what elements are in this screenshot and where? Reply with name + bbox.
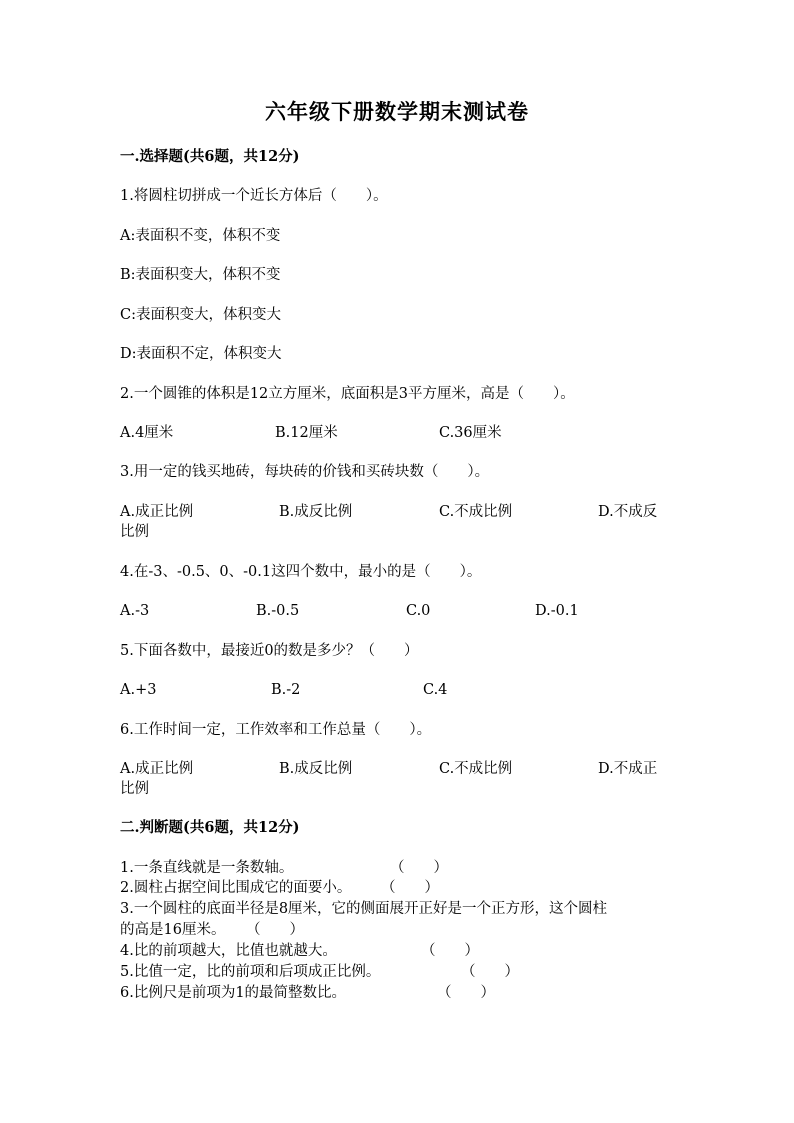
question-2-stem: 2.一个圆锥的体积是12立方厘米，底面积是3平方厘米，高是（ ）。	[120, 386, 575, 402]
judgement-item-1	[120, 858, 293, 878]
judgement-item-3-line1	[120, 899, 607, 919]
judgement-item-2-text: 2.圆柱占据空间比围成它的面要小。	[120, 880, 352, 896]
question-6-option-d-continuation: 比例	[120, 781, 149, 797]
judgement-item-5-paren: （ ）	[461, 964, 519, 980]
question-1-option-a: A:表面积不变，体积不变	[120, 228, 281, 244]
judgement-item-6-text: 6.比例尺是前项为1的最简整数比。	[120, 985, 347, 1001]
judgement-item-2-paren: （ ）	[381, 880, 439, 896]
question-4-option-b: B.-0.5	[256, 603, 300, 619]
question-3-option-c: C.不成比例	[439, 504, 513, 520]
question-5-option-a: A.+3	[120, 682, 157, 698]
question-1-option-b: B:表面积变大，体积不变	[120, 267, 281, 283]
judgement-item-6-paren: （ ）	[437, 985, 495, 1001]
question-5-option-b: B.-2	[271, 682, 301, 698]
question-3-option-d-continuation: 比例	[120, 524, 149, 540]
question-2-option-a: A.4厘米	[120, 425, 174, 441]
question-3-option-a: A.成正比例	[120, 504, 194, 520]
judgement-item-1-text: 1.一条直线就是一条数轴。	[120, 860, 294, 876]
judgement-item-4	[120, 941, 337, 961]
question-6-option-d: D.不成正	[598, 761, 658, 777]
question-6-stem: 6.工作时间一定，工作效率和工作总量（ ）。	[120, 722, 432, 738]
question-4-option-c: C.0	[406, 603, 431, 619]
section-heading-choice: 一.选择题(共6题，共12分)	[120, 148, 300, 165]
question-3-option-d: D.不成反	[598, 504, 658, 520]
judgement-item-3-paren: （ ）	[246, 922, 304, 938]
question-2-option-b: B.12厘米	[275, 425, 338, 441]
section-heading-judgement: 二.判断题(共6题，共12分)	[120, 819, 300, 836]
question-4-option-a: A.-3	[120, 603, 150, 619]
judgement-item-4-paren: （ ）	[421, 943, 479, 959]
question-6-option-a: A.成正比例	[120, 761, 194, 777]
judgement-item-1-paren: （ ）	[390, 860, 448, 876]
question-2-option-c: C.36厘米	[439, 425, 502, 441]
page-title: 六年级下册数学期末测试卷	[265, 99, 529, 124]
question-5-option-c: C.4	[423, 682, 448, 698]
question-6-option-b: B.成反比例	[279, 761, 353, 777]
judgement-item-3-text-cont: 的高是16厘米。	[120, 922, 226, 938]
question-4-stem: 4.在-3、-0.5、0、-0.1这四个数中，最小的是（ ）。	[120, 564, 482, 580]
question-5-stem: 5.下面各数中，最接近0的数是多少？（ ）	[120, 643, 419, 659]
question-3-option-b: B.成反比例	[279, 504, 353, 520]
judgement-item-5-text: 5.比值一定，比的前项和后项成正比例。	[120, 964, 381, 980]
judgement-item-4-text: 4.比的前项越大，比值也就越大。	[120, 943, 337, 959]
judgement-item-5	[120, 962, 380, 982]
judgement-item-3-line2	[120, 920, 225, 940]
judgement-item-6	[120, 983, 346, 1003]
judgement-item-3-text: 3.一个圆柱的底面半径是8厘米，它的侧面展开正好是一个正方形，这个圆柱	[120, 901, 608, 917]
question-1-option-c: C:表面积变大，体积变大	[120, 307, 281, 323]
question-1-option-d: D:表面积不定，体积变大	[120, 346, 282, 362]
question-4-option-d: D.-0.1	[535, 603, 579, 619]
question-6-option-c: C.不成比例	[439, 761, 513, 777]
question-1-stem: 1.将圆柱切拼成一个近长方体后（ ）。	[120, 188, 388, 204]
judgement-item-2	[120, 878, 351, 898]
question-3-stem: 3.用一定的钱买地砖，每块砖的价钱和买砖块数（ ）。	[120, 464, 490, 480]
